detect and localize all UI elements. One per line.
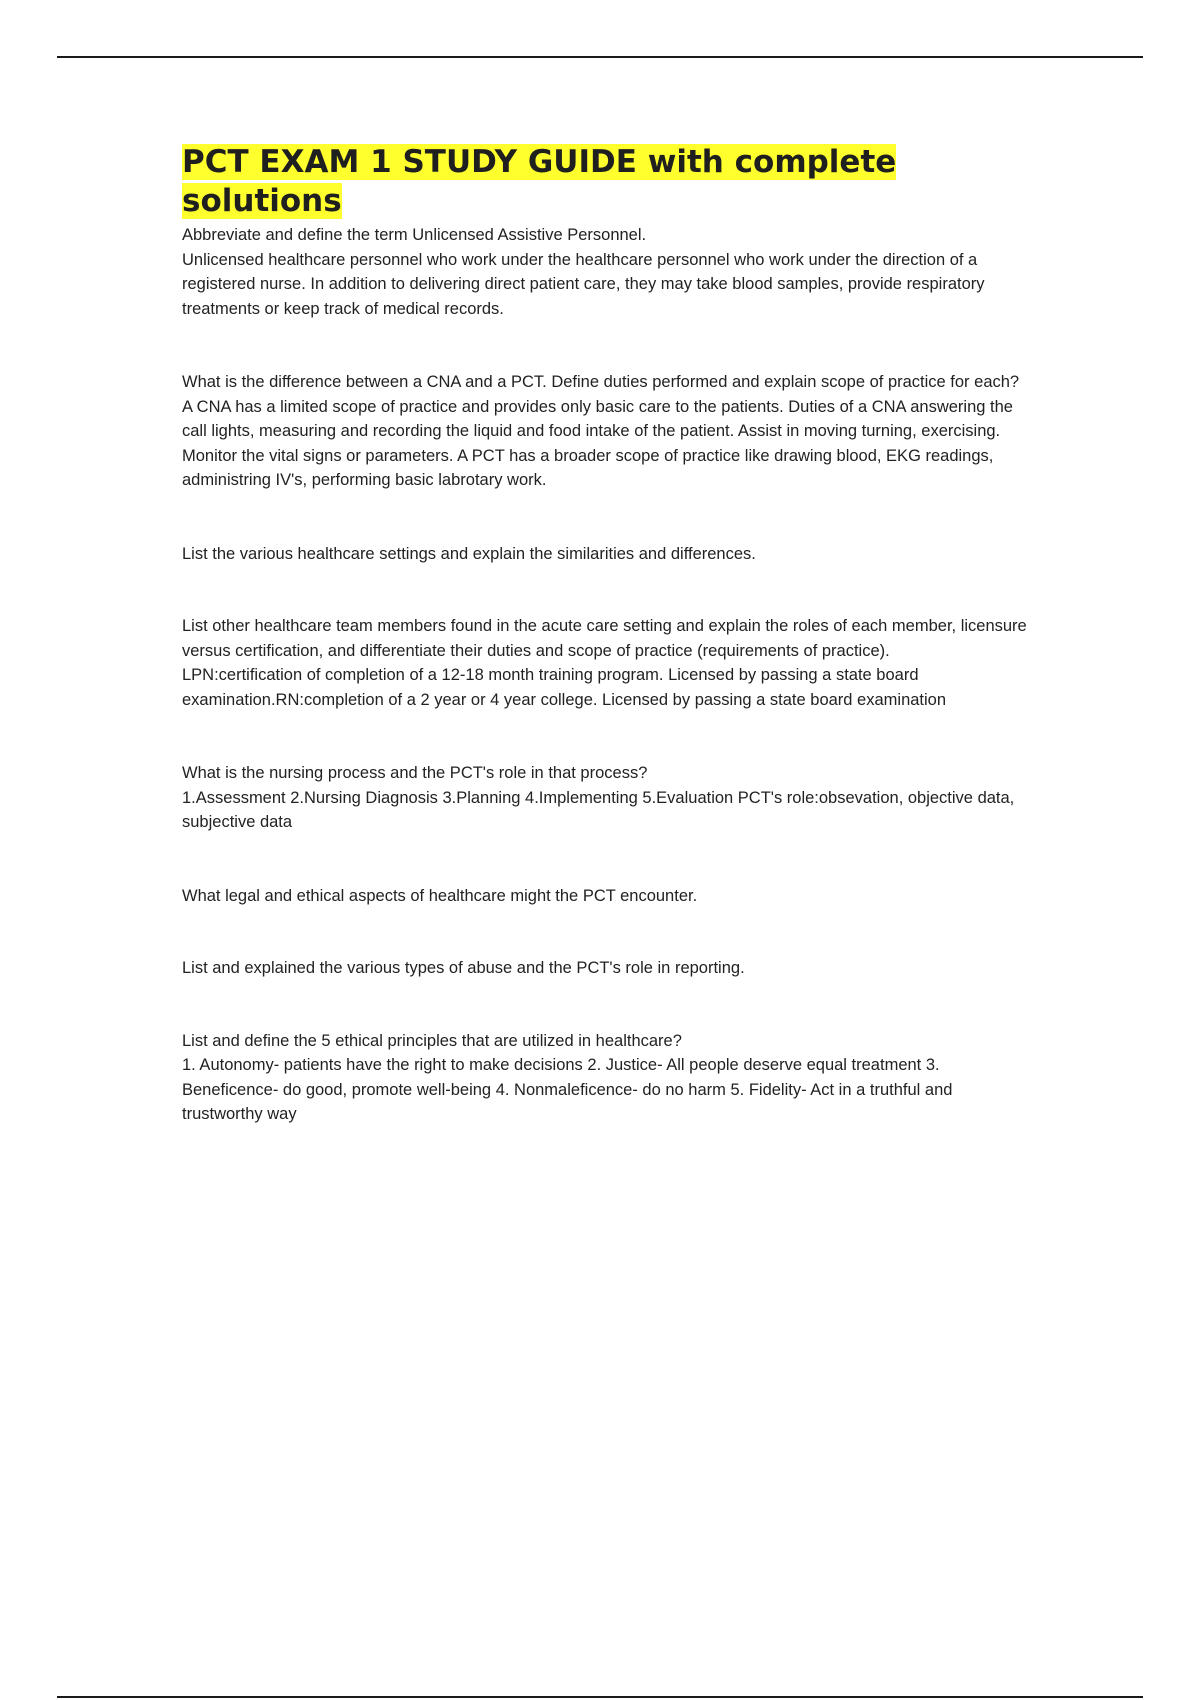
title-highlight: PCT EXAM 1 STUDY GUIDE with complete solutions bbox=[182, 144, 897, 219]
question-text: What legal and ethical aspects of healthcare might the PCT encounter. bbox=[182, 886, 698, 905]
qa-block-5 bbox=[182, 761, 1030, 835]
answer-text: 1. Autonomy- patients have the right to make decisions 2. Justice- All people deserve equal treatment 3. Beneficence- do good, promote well-being 4. Nonmaleficence- do no harm 5. Fidelity- Act in a truthful and trustworthy way bbox=[182, 1056, 953, 1123]
qa-block-2 bbox=[182, 370, 1030, 493]
document-title bbox=[182, 143, 1030, 221]
answer-text: LPN:certification of completion of a 12-18 month training program. Licensed by passing a state board examination.RN:completion of a 2 year or 4 year college. Licensed by passing a state board examination bbox=[182, 666, 947, 709]
question-text: List other healthcare team members found in the acute care setting and explain the roles of each member, licensure versus certification, and differentiate their duties and scope of practice (requirements of practice). bbox=[182, 617, 1027, 660]
top-rule bbox=[57, 56, 1143, 58]
answer-text: Unlicensed healthcare personnel who work under the healthcare personnel who work under the direction of a registered nurse. In addition to delivering direct patient care, they may take blood samples, provide respiratory treatments or keep track of medical records. bbox=[182, 250, 985, 318]
qa-block-1 bbox=[182, 223, 1030, 321]
qa-block-3 bbox=[182, 542, 1030, 567]
qa-block-4 bbox=[182, 614, 1030, 712]
answer-text: A CNA has a limited scope of practice and provides only basic care to the patients. Duties of a CNA answering the call lights, measuring and recording the liquid and food intake of the patient. Assist in moving turning, exercising. Monitor the vital signs or parameters. A PCT has a broader scope of practice like drawing blood, EKG readings, administring IV's, performing basic labrotary work. bbox=[182, 397, 1013, 489]
question-text: List and explained the various types of abuse and the PCT's role in reporting. bbox=[182, 959, 745, 977]
qa-block-6 bbox=[182, 884, 1030, 909]
answer-text: 1.Assessment 2.Nursing Diagnosis 3.Planning 4.Implementing 5.Evaluation PCT's role:obsevation, objective data, subjective data bbox=[182, 788, 1015, 831]
question-text: Abbreviate and define the term Unlicensed Assistive Personnel. bbox=[182, 226, 647, 244]
qa-block-8 bbox=[182, 1029, 1030, 1127]
qa-block-7 bbox=[182, 956, 1030, 981]
question-text: What is the difference between a CNA and a PCT. Define duties performed and explain scope of practice for each? bbox=[182, 373, 1020, 391]
question-text: List the various healthcare settings and explain the similarities and differences. bbox=[182, 544, 756, 563]
document-body bbox=[182, 143, 1030, 1127]
question-text: List and define the 5 ethical principles that are utilized in healthcare? bbox=[182, 1031, 682, 1050]
bottom-rule bbox=[57, 1696, 1143, 1698]
question-text: What is the nursing process and the PCT's role in that process? bbox=[182, 764, 648, 782]
